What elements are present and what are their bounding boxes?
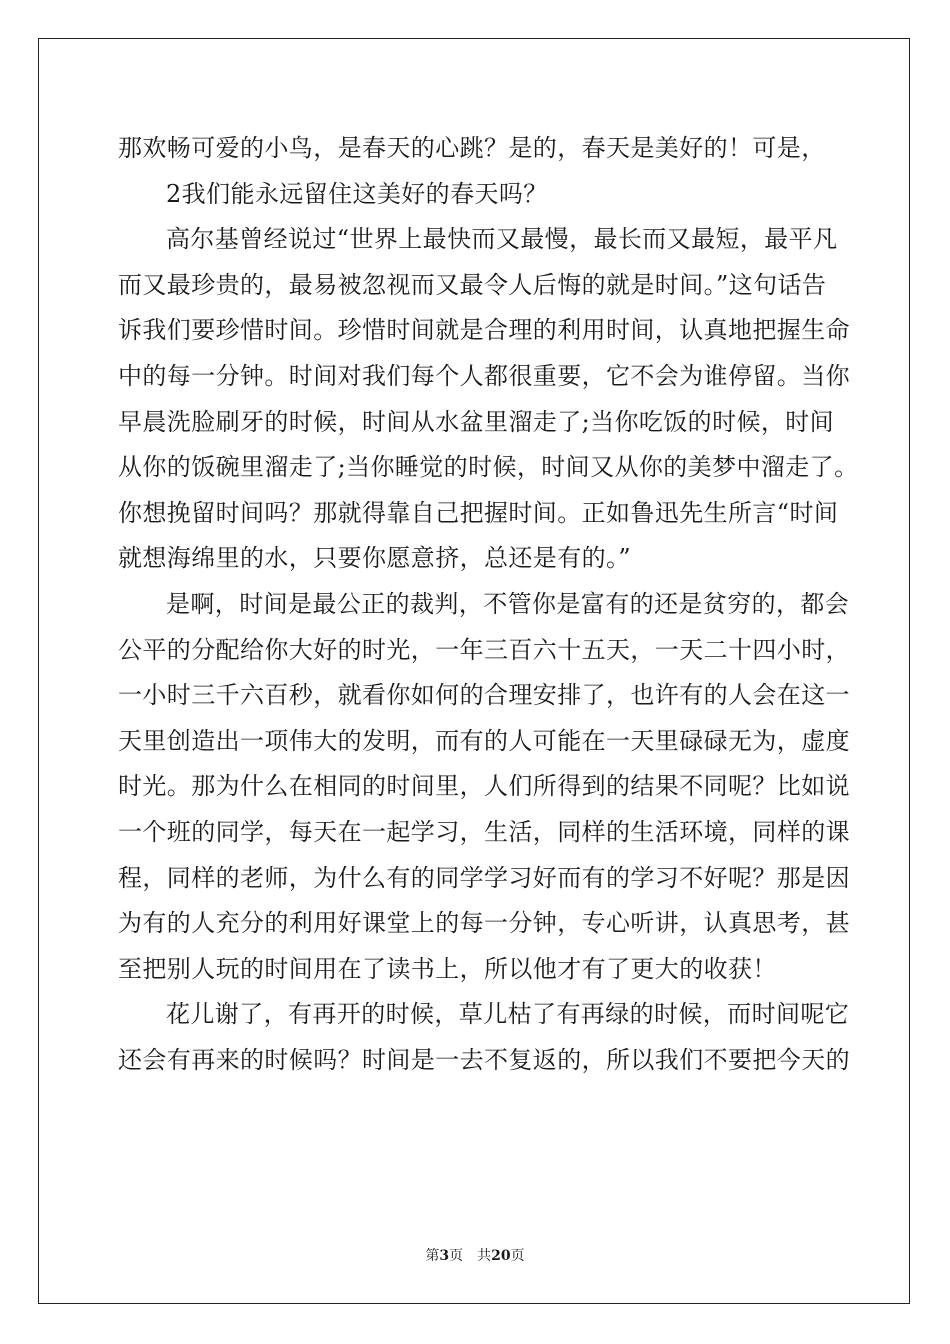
text-line: 你想挽留时间吗？那就得靠自己把握时间。正如鲁迅先生所言“时间 bbox=[118, 498, 839, 527]
text-line: 公平的分配给你大好的时光，一年三百六十五天，一天二十四小时， bbox=[118, 635, 850, 664]
text-line: 早晨洗脸刷牙的时候，时间从水盆里溜走了;当你吃饭的时候，时间 bbox=[118, 407, 835, 436]
text-line: 天里创造出一项伟大的发明，而有的人可能在一天里碌碌无为，虚度 bbox=[118, 726, 850, 755]
text-line: 还会有再来的时候吗？时间是一去不复返的，所以我们不要把今天的 bbox=[118, 1045, 850, 1074]
page-prefix: 第 bbox=[425, 1248, 440, 1264]
text-line: 一个班的同学，每天在一起学习，生活，同样的生活环境，同样的课 bbox=[118, 817, 850, 846]
text-line: 高尔基曾经说过“世界上最快而又最慢，最长而又最短，最平凡 bbox=[166, 225, 838, 254]
text-line: 花儿谢了，有再开的时候，草儿枯了有再绿的时候，而时间呢它 bbox=[166, 1000, 850, 1029]
total-prefix: 共 bbox=[477, 1248, 492, 1264]
text-line: 至把别人玩的时间用在了读书上，所以他才有了更大的收获！ bbox=[118, 954, 777, 983]
text-line: 时光。那为什么在相同的时间里，人们所得到的结果不同呢？比如说 bbox=[118, 772, 850, 801]
text-line: 一小时三千六百秒，就看你如何的合理安排了，也许有的人会在这一 bbox=[118, 681, 850, 710]
page-suffix: 页 bbox=[449, 1248, 464, 1264]
document-body bbox=[118, 126, 858, 1083]
text-line: 是啊，时间是最公正的裁判，不管你是富有的还是贫穷的，都会 bbox=[166, 589, 850, 618]
text-line: 而又最珍贵的，最易被忽视而又最令人后悔的就是时间。”这句话告 bbox=[118, 270, 827, 299]
text-line: 从你的饭碗里溜走了;当你睡觉的时候，时间又从你的美梦中溜走了。 bbox=[118, 453, 859, 482]
text-line: 中的每一分钟。时间对我们每个人都很重要，它不会为谁停留。当你 bbox=[118, 361, 850, 390]
page-number: 3 bbox=[439, 1248, 450, 1264]
page-footer bbox=[0, 1246, 950, 1266]
total-suffix: 页 bbox=[510, 1248, 525, 1264]
total-pages: 20 bbox=[491, 1248, 511, 1264]
text-line: 程，同样的老师，为什么有的同学学习好而有的学习不好呢？那是因 bbox=[118, 863, 850, 892]
text-line: 为有的人充分的利用好课堂上的每一分钟，专心听讲，认真思考，甚 bbox=[118, 909, 850, 938]
text-line: 2我们能永远留住这美好的春天吗？ bbox=[166, 179, 548, 208]
text-line: 那欢畅可爱的小鸟，是春天的心跳？是的，春天是美好的！可是， bbox=[118, 134, 826, 162]
text-line: 就想海绵里的水，只要你愿意挤，总还是有的。” bbox=[118, 544, 632, 573]
text-line: 诉我们要珍惜时间。珍惜时间就是合理的利用时间，认真地把握生命 bbox=[118, 316, 850, 345]
